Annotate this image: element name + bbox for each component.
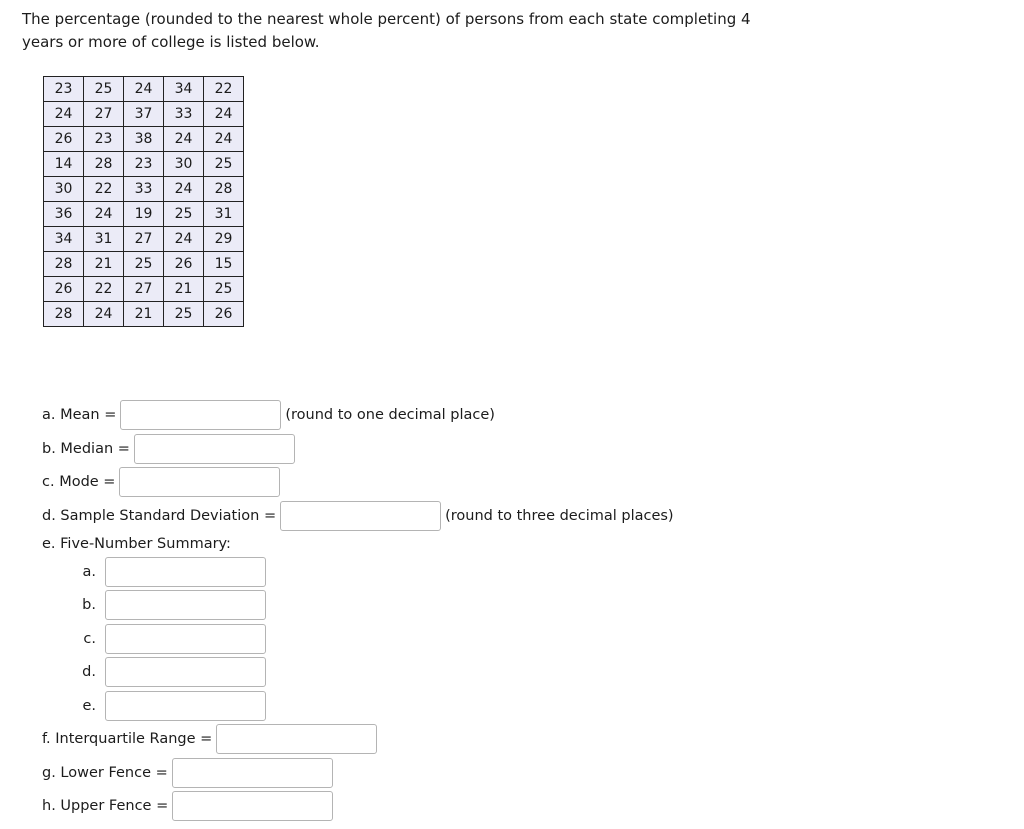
five-number-item bbox=[74, 623, 266, 655]
table-cell: 25 bbox=[84, 77, 124, 102]
table-cell: 31 bbox=[204, 202, 244, 227]
mode-label: c. Mode = bbox=[42, 474, 116, 490]
five-number-input-c[interactable] bbox=[105, 624, 266, 654]
table-cell: 25 bbox=[164, 302, 204, 327]
mode-input[interactable] bbox=[119, 467, 280, 497]
mean-label: a. Mean = bbox=[42, 407, 117, 423]
iqr-label: f. Interquartile Range = bbox=[42, 731, 213, 747]
five-number-letter: e. bbox=[82, 698, 96, 714]
table-cell: 25 bbox=[124, 252, 164, 277]
question-mode bbox=[42, 466, 280, 498]
five-number-item bbox=[74, 656, 266, 688]
table-cell: 28 bbox=[44, 252, 84, 277]
five-number-input-d[interactable] bbox=[105, 657, 266, 687]
table-row bbox=[44, 102, 244, 127]
table-row bbox=[44, 127, 244, 152]
table-row bbox=[44, 202, 244, 227]
question-lower-fence bbox=[42, 757, 333, 789]
table-row bbox=[44, 277, 244, 302]
table-row bbox=[44, 227, 244, 252]
upper-fence-input[interactable] bbox=[172, 791, 333, 821]
question-mean bbox=[42, 399, 495, 431]
five-number-letter: c. bbox=[83, 631, 96, 647]
table-cell: 38 bbox=[124, 127, 164, 152]
mean-input[interactable] bbox=[120, 400, 281, 430]
table-row bbox=[44, 77, 244, 102]
table-cell: 15 bbox=[204, 252, 244, 277]
table-cell: 28 bbox=[84, 152, 124, 177]
upper-fence-label: h. Upper Fence = bbox=[42, 798, 169, 814]
table-cell: 24 bbox=[44, 102, 84, 127]
question-median bbox=[42, 433, 295, 465]
table-cell: 37 bbox=[124, 102, 164, 127]
table-cell: 25 bbox=[204, 152, 244, 177]
table-cell: 24 bbox=[84, 302, 124, 327]
five-number-letter: a. bbox=[82, 564, 96, 580]
five-number-input-e[interactable] bbox=[105, 691, 266, 721]
table-cell: 33 bbox=[164, 102, 204, 127]
five-number-item bbox=[74, 556, 266, 588]
table-row bbox=[44, 302, 244, 327]
problem-intro: The percentage (rounded to the nearest whole percent) of persons from each state completing 4 years or more of college is listed below. bbox=[22, 10, 751, 51]
table-cell: 31 bbox=[84, 227, 124, 252]
table-cell: 21 bbox=[84, 252, 124, 277]
table-cell: 26 bbox=[44, 277, 84, 302]
median-label: b. Median = bbox=[42, 441, 130, 457]
table-cell: 36 bbox=[44, 202, 84, 227]
five-number-input-b[interactable] bbox=[105, 590, 266, 620]
table-cell: 21 bbox=[124, 302, 164, 327]
table-cell: 24 bbox=[164, 227, 204, 252]
five-number-item bbox=[74, 589, 266, 621]
question-interquartile-range bbox=[42, 723, 377, 755]
table-cell: 25 bbox=[204, 277, 244, 302]
mean-rounding-note: (round to one decimal place) bbox=[285, 407, 495, 423]
table-cell: 23 bbox=[84, 127, 124, 152]
table-cell: 21 bbox=[164, 277, 204, 302]
median-input[interactable] bbox=[134, 434, 295, 464]
table-cell: 26 bbox=[164, 252, 204, 277]
table-cell: 27 bbox=[84, 102, 124, 127]
table-cell: 19 bbox=[124, 202, 164, 227]
table-cell: 25 bbox=[164, 202, 204, 227]
table-cell: 34 bbox=[44, 227, 84, 252]
table-cell: 24 bbox=[164, 177, 204, 202]
sd-rounding-note: (round to three decimal places) bbox=[445, 508, 674, 524]
five-number-letter: b. bbox=[82, 597, 96, 613]
iqr-input[interactable] bbox=[216, 724, 377, 754]
lower-fence-label: g. Lower Fence = bbox=[42, 765, 168, 781]
sd-label: d. Sample Standard Deviation = bbox=[42, 508, 277, 524]
table-cell: 28 bbox=[204, 177, 244, 202]
table-cell: 22 bbox=[84, 177, 124, 202]
table-cell: 24 bbox=[204, 127, 244, 152]
table-cell: 23 bbox=[44, 77, 84, 102]
table-cell: 30 bbox=[44, 177, 84, 202]
five-number-letter: d. bbox=[82, 664, 96, 680]
table-cell: 26 bbox=[44, 127, 84, 152]
five-number-item bbox=[74, 690, 266, 722]
data-table bbox=[43, 76, 244, 327]
table-cell: 27 bbox=[124, 227, 164, 252]
table-row bbox=[44, 252, 244, 277]
table-cell: 22 bbox=[204, 77, 244, 102]
table-cell: 27 bbox=[124, 277, 164, 302]
table-cell: 23 bbox=[124, 152, 164, 177]
question-upper-fence bbox=[42, 790, 333, 822]
table-cell: 22 bbox=[84, 277, 124, 302]
table-cell: 30 bbox=[164, 152, 204, 177]
table-cell: 14 bbox=[44, 152, 84, 177]
table-cell: 33 bbox=[124, 177, 164, 202]
table-cell: 24 bbox=[124, 77, 164, 102]
table-cell: 28 bbox=[44, 302, 84, 327]
table-cell: 26 bbox=[204, 302, 244, 327]
table-row bbox=[44, 177, 244, 202]
five-number-input-a[interactable] bbox=[105, 557, 266, 587]
table-cell: 24 bbox=[204, 102, 244, 127]
table-row bbox=[44, 152, 244, 177]
table-cell: 34 bbox=[164, 77, 204, 102]
table-cell: 29 bbox=[204, 227, 244, 252]
table-cell: 24 bbox=[84, 202, 124, 227]
sd-input[interactable] bbox=[280, 501, 441, 531]
table-cell: 24 bbox=[164, 127, 204, 152]
lower-fence-input[interactable] bbox=[172, 758, 333, 788]
five-number-label: e. Five-Number Summary: bbox=[42, 536, 231, 552]
data-table-body bbox=[44, 77, 244, 327]
